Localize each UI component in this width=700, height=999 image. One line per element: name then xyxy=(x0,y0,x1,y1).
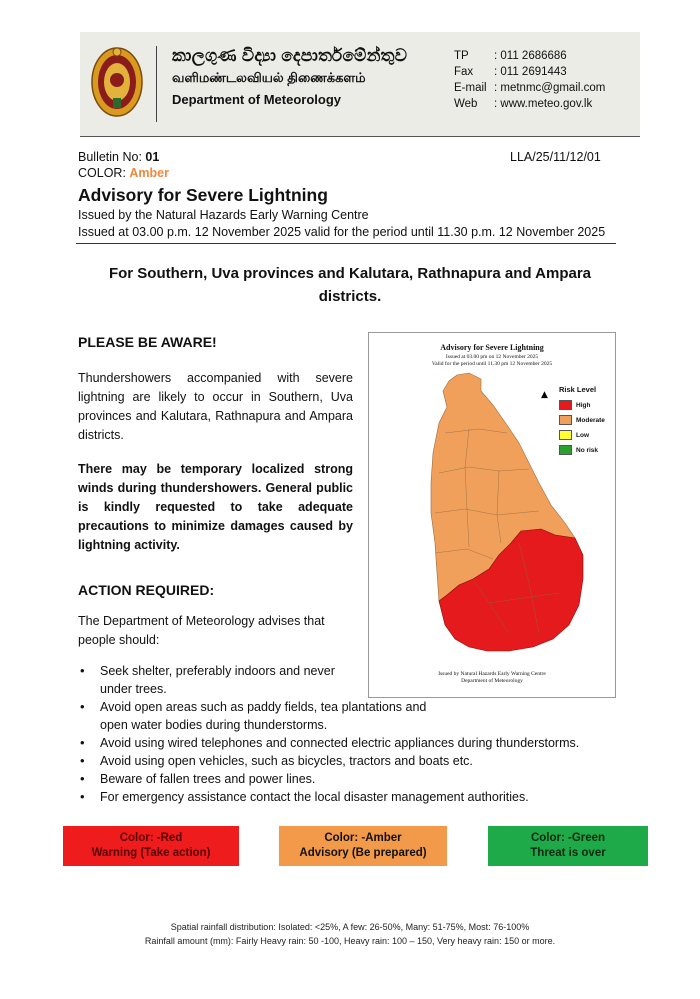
list-item: • Avoid using open vehicles, such as bicycles, tractors and boats etc. xyxy=(78,752,638,770)
legend-label: High xyxy=(576,401,591,409)
color-code-green xyxy=(488,826,648,866)
legend-swatch xyxy=(559,430,572,440)
color-code-meaning: Threat is over xyxy=(530,847,606,859)
department-names xyxy=(172,46,407,107)
aware-paragraph: Thundershowers accompanied with severe lightning are likely to occur in Southern, Uva provinces and Kalutara, Rathnapura and Ampara districts. xyxy=(78,371,353,442)
contact-block xyxy=(454,48,605,112)
color-code-meaning: Advisory (Be prepared) xyxy=(299,847,427,859)
north-arrow-icon: ▲ xyxy=(541,390,548,400)
bulletin-color-value: Amber xyxy=(129,166,169,180)
risk-map xyxy=(368,332,616,698)
footer-rainfall-amount: Rainfall amount (mm): Fairly Heavy rain: 50 -100, Heavy rain: 100 – 150, Very heavy rain: 150 or more. xyxy=(144,936,556,946)
department-name-tamil: வளிமண்டலவியல் திணைக்களம் xyxy=(172,70,366,85)
header-divider xyxy=(156,46,157,122)
footer-rainfall-distribution: Spatial rainfall distribution: Isolated: <25%, A few: 26-50%, Many: 51-75%, Most: 76-100% xyxy=(170,922,530,932)
contact-value: : metnmc@gmail.com xyxy=(494,82,606,94)
map-footer-department: Department of Meteorology xyxy=(461,678,523,684)
letterhead xyxy=(80,32,640,137)
legend-title: Risk Level xyxy=(559,385,597,394)
contact-row-email xyxy=(454,80,605,96)
legend-item-moderate xyxy=(559,415,605,425)
list-item: • Avoid using wired telephones and connected electric appliances during thunderstorms. xyxy=(78,734,638,752)
bulletin-reference: LLA/25/11/12/01 xyxy=(510,150,601,164)
legend-label: No risk xyxy=(576,446,599,454)
action-intro: The Department of Meteorology advises that people should: xyxy=(78,614,325,647)
aware-heading: PLEASE BE AWARE! xyxy=(78,334,217,350)
legend-item-low xyxy=(559,430,589,440)
contact-row-fax xyxy=(454,64,605,80)
section-divider xyxy=(76,243,616,244)
contact-row-web xyxy=(454,96,605,112)
color-code-amber xyxy=(279,826,447,866)
contact-label: Fax xyxy=(454,66,474,78)
legend-item-no-risk xyxy=(559,445,598,455)
affected-region: For Southern, Uva provinces and Kalutara, Rathnapura and Ampara districts. xyxy=(108,265,592,305)
bulletin-number xyxy=(78,150,159,164)
legend-swatch xyxy=(559,415,572,425)
wind-warning-paragraph: There may be temporary localized strong winds during thundershowers. General public is kindly requested to take adequate precautions to minimize damages caused by lightning activity. xyxy=(78,462,353,552)
bulletin-number-value: 01 xyxy=(145,150,160,164)
color-code-name: Color: -Red xyxy=(119,832,183,844)
advisory-title: Advisory for Severe Lightning xyxy=(78,185,328,205)
issued-by: Issued by the Natural Hazards Early Warning Centre xyxy=(78,208,369,222)
color-code-red xyxy=(63,826,239,866)
list-item: • Beware of fallen trees and power lines. xyxy=(78,770,638,788)
map-title: Advisory for Severe Lightning xyxy=(440,343,544,352)
sri-lanka-emblem-icon xyxy=(90,42,144,126)
contact-label: TP xyxy=(454,50,469,62)
contact-row-phone xyxy=(454,48,605,64)
bulletin-color-label: COLOR: xyxy=(78,166,130,180)
contact-value: : 011 2691443 xyxy=(494,66,567,78)
legend-label: Low xyxy=(576,431,589,439)
issued-at: Issued at 03.00 p.m. 12 November 2025 valid for the period until 11.30 p.m. 12 November 2025 xyxy=(78,225,606,239)
bulletin-color xyxy=(78,166,169,180)
contact-value: : www.meteo.gov.lk xyxy=(494,98,593,110)
list-item: • For emergency assistance contact the local disaster management authorities. xyxy=(78,788,638,806)
contact-value: : 011 2686686 xyxy=(494,50,567,62)
bulletin-number-label: Bulletin No: xyxy=(78,150,146,164)
legend-swatch xyxy=(559,400,572,410)
legend-label: Moderate xyxy=(576,416,605,424)
contact-label: E-mail xyxy=(454,82,487,94)
department-name-sinhala: කාලගුණ විද්‍යා දෙපාර්තමේන්තුව xyxy=(172,46,408,65)
legend-swatch xyxy=(559,445,572,455)
color-code-name: Color: -Amber xyxy=(324,832,402,844)
map-subtitle-issued: Issued at 03.00 pm on 12 November 2025 xyxy=(445,354,539,360)
action-list xyxy=(78,662,638,806)
contact-label: Web xyxy=(454,98,478,110)
list-item: • Seek shelter, preferably indoors and never under trees. xyxy=(78,662,352,698)
map-footer-issuer: Issued by Natural Hazards Early Warning Centre xyxy=(438,671,546,677)
list-item: • Avoid open areas such as paddy fields, tea plantations and open water bodies during thunderstorms. xyxy=(78,698,445,734)
action-heading: ACTION REQUIRED: xyxy=(78,582,215,598)
legend-item-high xyxy=(559,400,590,410)
map-subtitle-valid: Valid for the period until 11.30 pm 12 November 2025 xyxy=(431,361,553,367)
department-name-english: Department of Meteorology xyxy=(172,92,342,107)
color-code-name: Color: -Green xyxy=(530,832,606,844)
color-code-meaning: Warning (Take action) xyxy=(91,847,211,859)
